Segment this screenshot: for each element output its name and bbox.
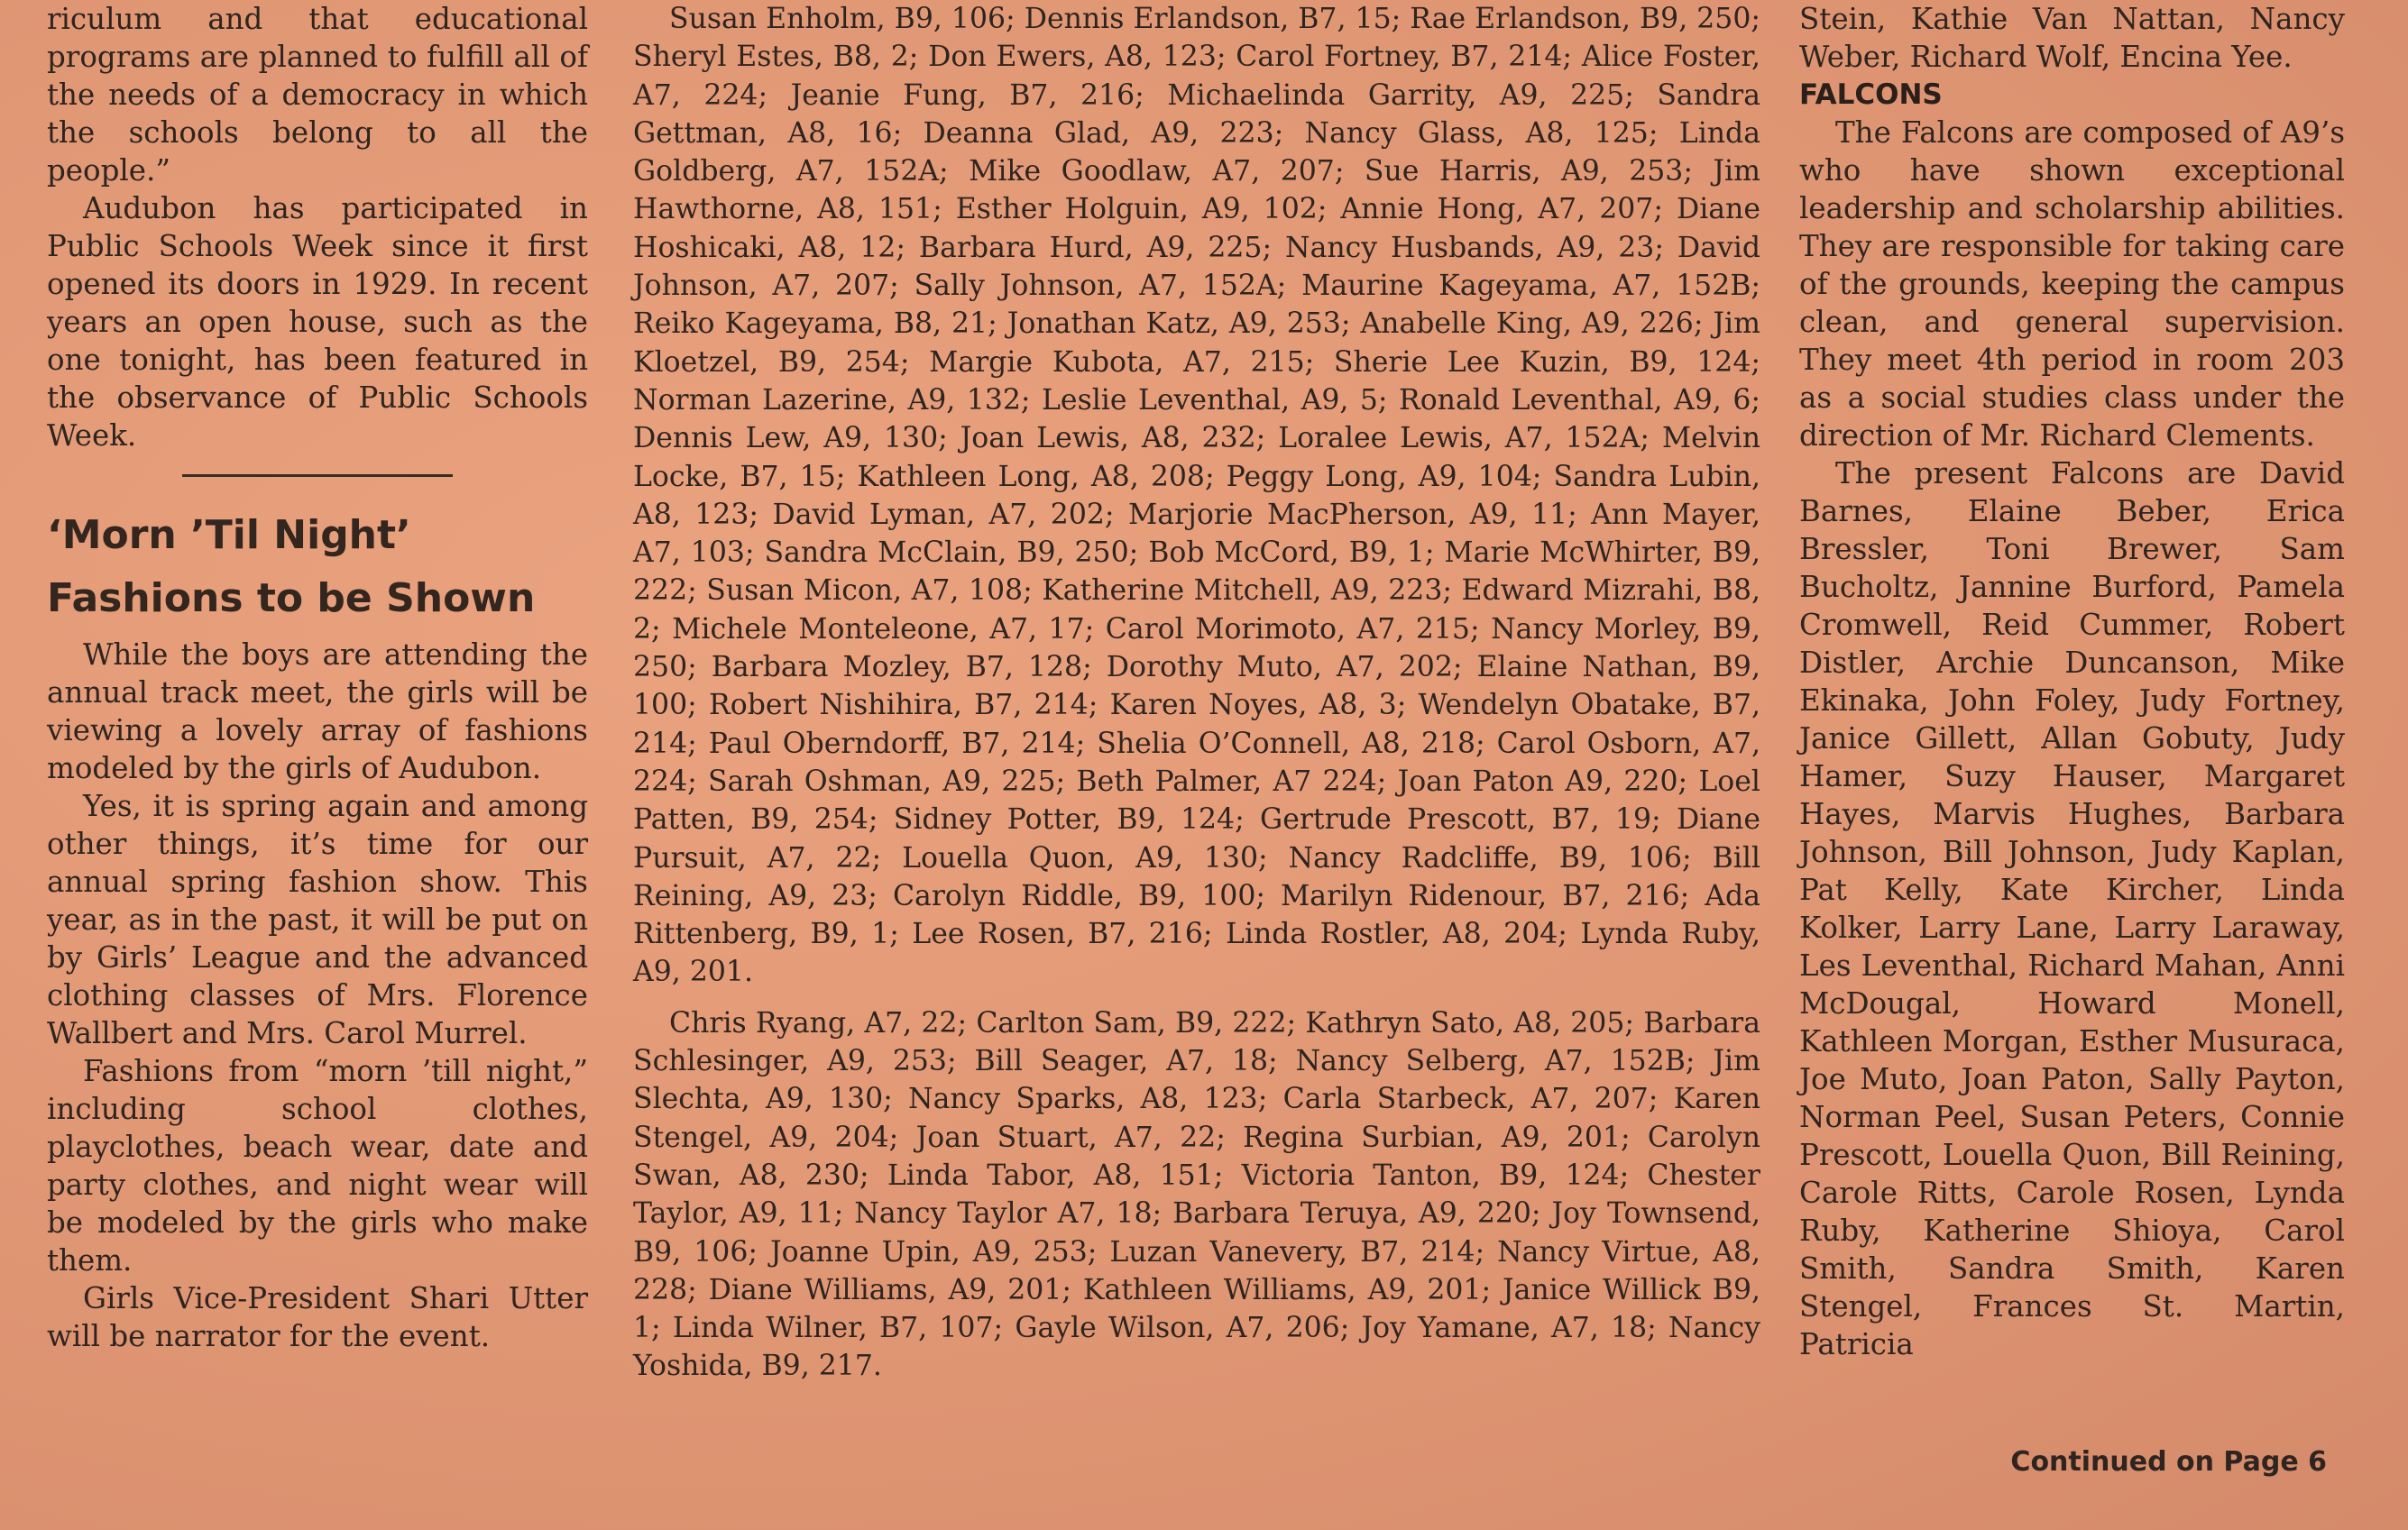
falcons-paragraph-1: The Falcons are composed of A9’s who have shown exceptional leadership and scholarship abilities. They are responsible for taking care of the grounds, keeping the campus clean, and general supervision. They meet 4th period in room 203 as a social studies class under the direction of Mr. Richard Clements. — [1799, 115, 2345, 453]
continued-list-paragraph: Stein, Kathie Van Nattan, Nancy Weber, Richard Wolf, Encina Yee. — [1799, 2, 2345, 74]
continued-on-page-link[interactable]: Continued on Page 6 — [2010, 1446, 2327, 1478]
fashion-paragraph-1: While the boys are attending the annual track meet, the girls will be viewing a lovely array of fashions modeled by the girls of Audubon. — [47, 637, 588, 785]
falcons-heading: FALCONS — [1799, 78, 1943, 111]
left-column — [47, 0, 588, 1355]
right-column — [1799, 0, 2345, 1363]
falcons-paragraph-2: The present Falcons are David Barnes, Elaine Beber, Erica Bressler, Toni Brewer, Sam Bucholtz, Jannine Burford, Pamela Cromwell, Reid Cummer, Robert Distler, Archie Duncanson, Mike Ekinaka, John Foley, Judy Fortney, Janice Gillett, Allan Gobuty, Judy Hamer, Suzy Hauser, Margaret Hayes, Marvis Hughes, Barbara Johnson, Bill Johnson, Judy Kaplan, Pat Kelly, Kate Kircher, Linda Kolker, Larry Lane, Larry Laraway, Les Leventhal, Richard Mahan, Anni McDougal, Howard Monell, Kathleen Morgan, Esther Musuraca, Joe Muto, Joan Paton, Sally Payton, Norman Peel, Susan Peters, Connie Prescott, Louella Quon, Bill Reining, Carole Ritts, Carole Rosen, Lynda Ruby, Katherine Shioya, Carol Smith, Sandra Smith, Karen Stengel, Frances St. Martin, Patricia — [1799, 456, 2345, 1361]
headline-line-2: Fashions to be Shown — [47, 575, 536, 621]
student-list-paragraph-2: Chris Ryang, A7, 22; Carlton Sam, B9, 222; Kathryn Sato, A8, 205; Barbara Schlesinger, A9, 253; Bill Seager, A7, 18; Nancy Selberg, A7, 152B; Jim Slechta, A9, 130; Nancy Sparks, A8, 123; Carla Starbeck, A7, 207; Karen Stengel, A9, 204; Joan Stuart, A7, 22; Regina Surbian, A9, 201; Carolyn Swan, A8, 230; Linda Tabor, A8, 151; Victoria Tanton, B9, 124; Chester Taylor, A9, 11; Nancy Taylor A7, 18; Barbara Teruya, A9, 220; Joy Townsend, B9, 106; Joanne Upin, A9, 253; Luzan Vanevery, B7, 214; Nancy Virtue, A8, 228; Diane Williams, A9, 201; Kathleen Williams, A9, 201; Janice Willick B9, 1; Linda Wilner, B7, 107; Gayle Wilson, A7, 206; Joy Yamane, A7, 18; Nancy Yoshida, B9, 217. — [633, 1006, 1760, 1383]
intro-paragraph: riculum and that educational programs are planned to fulfill all of the needs of a democracy in which the schools belong to all the people.” — [47, 2, 588, 188]
fashion-paragraph-4: Girls Vice-President Shari Utter will be narrator for the event. — [47, 1281, 588, 1353]
fashion-headline — [47, 504, 588, 630]
section-divider — [182, 474, 453, 477]
fashion-paragraph-2: Yes, it is spring again and among other things, it’s time for our annual spring fashion show. This year, as in the past, it will be put on by Girls’ League and the advanced clothing classes of Mrs. Florence Wallbert and Mrs. Carol Murrel. — [47, 789, 588, 1050]
headline-line-1: ‘Morn ’Til Night’ — [47, 512, 411, 558]
audubon-paragraph: Audubon has participated in Public Schools Week since it first opened its doors in 1929. In recent years an open house, such as the one tonight, has been featured in the observance of Public Schools Week. — [47, 191, 588, 453]
middle-column — [633, 0, 1760, 1386]
fashion-paragraph-3: Fashions from “morn ’till night,” including school clothes, playclothes, beach wear, date and party clothes, and night wear will be modeled by the girls who make them. — [47, 1054, 588, 1278]
student-list-paragraph-1: Susan Enholm, B9, 106; Dennis Erlandson, B7, 15; Rae Erlandson, B9, 250; Sheryl Estes, B8, 2; Don Ewers, A8, 123; Carol Fortney, B7, 214; Alice Foster, A7, 224; Jeanie Fung, B7, 216; Michaelinda Garrity, A9, 225; Sandra Gettman, A8, 16; Deanna Glad, A9, 223; Nancy Glass, A8, 125; Linda Goldberg, A7, 152A; Mike Goodlaw, A7, 207; Sue Harris, A9, 253; Jim Hawthorne, A8, 151; Esther Holguin, A9, 102; Annie Hong, A7, 207; Diane Hoshicaki, A8, 12; Barbara Hurd, A9, 225; Nancy Husbands, A9, 23; David Johnson, A7, 207; Sally Johnson, A7, 152A; Maurine Kageyama, A7, 152B; Reiko Kageyama, B8, 21; Jonathan Katz, A9, 253; Anabelle King, A9, 226; Jim Kloetzel, B9, 254; Margie Kubota, A7, 215; Sherie Lee Kuzin, B9, 124; Norman Lazerine, A9, 132; Leslie Leventhal, A9, 5; Ronald Leventhal, A9, 6; Dennis Lew, A9, 130; Joan Lewis, A8, 232; Loralee Lewis, A7, 152A; Melvin Locke, B7, 15; Kathleen Long, A8, 208; Peggy Long, A9, 104; Sandra Lubin, A8, 123; David Lyman, A7, 202; Marjorie MacPherson, A9, 11; Ann Mayer, A7, 103; Sandra McClain, B9, 250; Bob McCord, B9, 1; Marie McWhirter, B9, 222; Susan Micon, A7, 108; Katherine Mitchell, A9, 223; Edward Mizrahi, B8, 2; Michele Monteleone, A7, 17; Carol Morimoto, A7, 215; Nancy Morley, B9, 250; Barbara Mozley, B7, 128; Dorothy Muto, A7, 202; Elaine Nathan, B9, 100; Robert Nishihira, B7, 214; Karen Noyes, A8, 3; Wendelyn Obatake, B7, 214; Paul Oberndorff, B7, 214; Shelia O’Connell, A8, 218; Carol Osborn, A7, 224; Sarah Oshman, A9, 225; Beth Palmer, A7 224; Joan Paton A9, 220; Loel Patten, B9, 254; Sidney Potter, B9, 124; Gertrude Prescott, B7, 19; Diane Pursuit, A7, 22; Louella Quon, A9, 130; Nancy Radcliffe, B9, 106; Bill Reining, A9, 23; Carolyn Riddle, B9, 100; Marilyn Ridenour, B7, 216; Ada Rittenberg, B9, 1; Lee Rosen, B7, 216; Linda Rostler, A8, 204; Lynda Ruby, A9, 201. — [633, 3, 1760, 989]
